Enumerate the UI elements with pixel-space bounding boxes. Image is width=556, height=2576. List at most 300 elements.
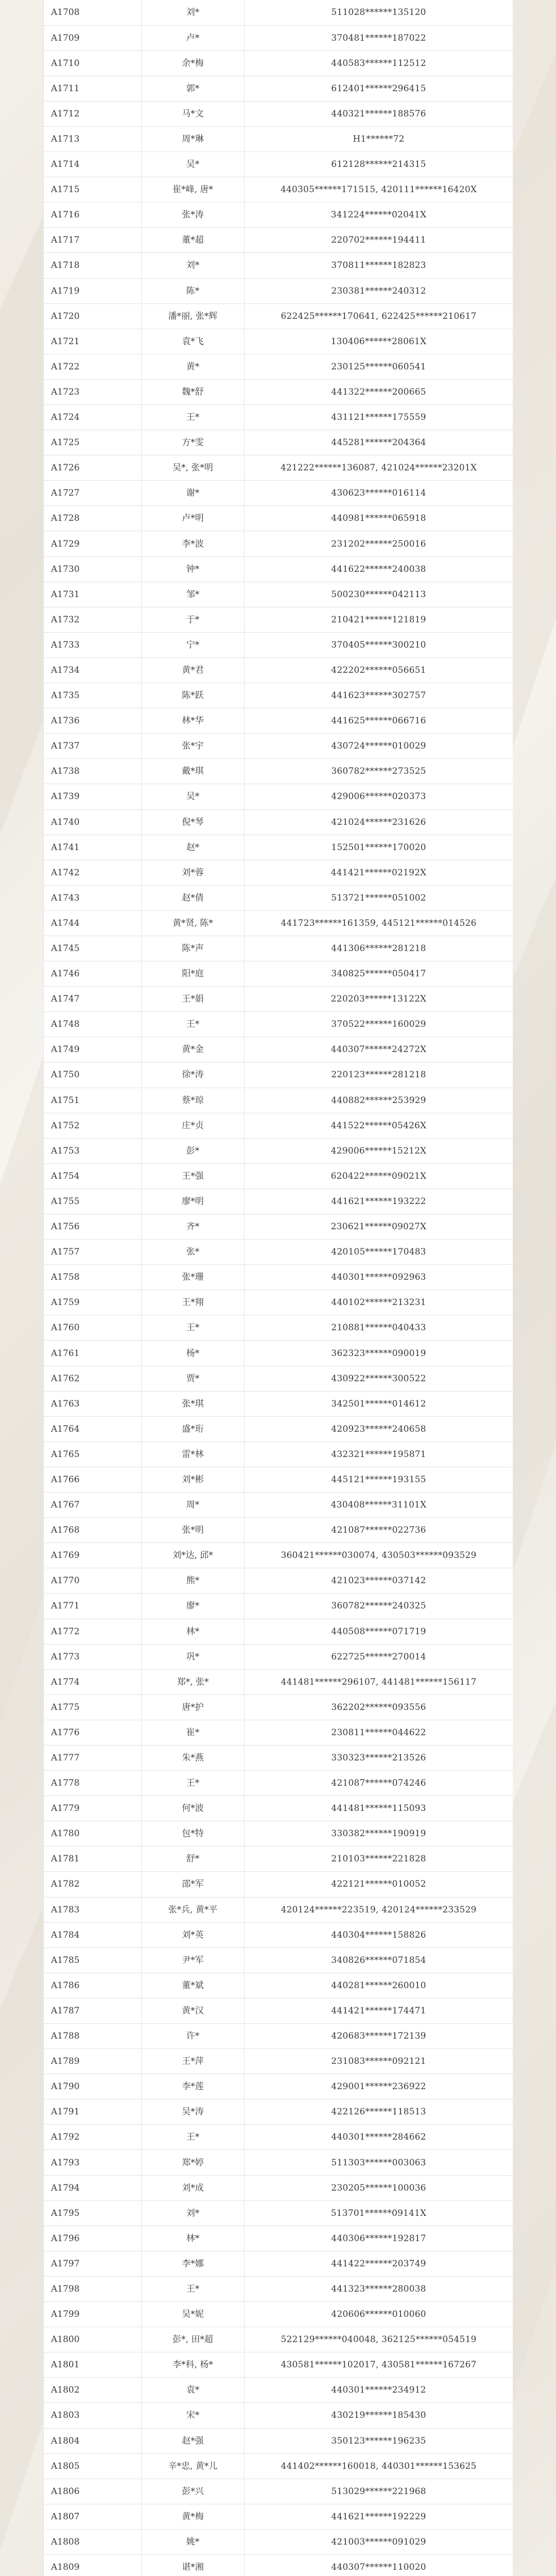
name-cell: 赵*倩 bbox=[142, 885, 245, 910]
id-card-cell: 441522******05426X bbox=[245, 1113, 513, 1138]
row-id-cell: A1712 bbox=[44, 101, 142, 126]
id-card-cell: 430219******185430 bbox=[245, 2403, 513, 2428]
table-row bbox=[44, 2453, 513, 2479]
row-id-cell: A1755 bbox=[44, 1189, 142, 1214]
id-card-cell: 620422******09021X bbox=[245, 1163, 513, 1189]
id-card-cell: 441402******160018, 440301******153625 bbox=[245, 2453, 513, 2479]
id-card-cell: 440306******192817 bbox=[245, 2226, 513, 2251]
id-card-cell: 441622******240038 bbox=[245, 556, 513, 582]
id-card-cell: 432321******195871 bbox=[245, 1442, 513, 1467]
table-row bbox=[44, 1240, 513, 1265]
table-row bbox=[44, 1467, 513, 1492]
id-card-cell: 511303******003063 bbox=[245, 2150, 513, 2175]
table-row bbox=[44, 1062, 513, 1088]
row-id-cell: A1769 bbox=[44, 1543, 142, 1568]
name-cell: 彭*兴 bbox=[142, 2479, 245, 2504]
id-card-cell: 420606******010060 bbox=[245, 2302, 513, 2327]
id-card-cell: 210881******040433 bbox=[245, 1315, 513, 1341]
name-cell: 方*雯 bbox=[142, 430, 245, 455]
row-id-cell: A1721 bbox=[44, 329, 142, 354]
table-row bbox=[44, 1138, 513, 1163]
name-cell: 熊* bbox=[142, 1568, 245, 1594]
row-id-cell: A1718 bbox=[44, 253, 142, 278]
row-id-cell: A1728 bbox=[44, 506, 142, 531]
table-row bbox=[44, 759, 513, 784]
table-row bbox=[44, 2529, 513, 2554]
id-card-cell: 441621******192229 bbox=[245, 2504, 513, 2529]
row-id-cell: A1723 bbox=[44, 379, 142, 404]
records-table-body bbox=[44, 0, 513, 2576]
row-id-cell: A1794 bbox=[44, 2175, 142, 2200]
row-id-cell: A1774 bbox=[44, 1669, 142, 1694]
table-row bbox=[44, 1442, 513, 1467]
name-cell: 黄* bbox=[142, 354, 245, 379]
name-cell: 盛*珩 bbox=[142, 1416, 245, 1442]
row-id-cell: A1751 bbox=[44, 1088, 142, 1113]
name-cell: 李*莲 bbox=[142, 2074, 245, 2099]
name-cell: 许* bbox=[142, 2024, 245, 2049]
row-id-cell: A1756 bbox=[44, 1214, 142, 1240]
id-card-cell: 340825******050417 bbox=[245, 961, 513, 987]
table-row bbox=[44, 1265, 513, 1290]
table-row bbox=[44, 303, 513, 329]
row-id-cell: A1741 bbox=[44, 835, 142, 860]
row-id-cell: A1779 bbox=[44, 1796, 142, 1821]
id-card-cell: 441625******066716 bbox=[245, 708, 513, 734]
table-row bbox=[44, 2200, 513, 2226]
id-card-cell: 441621******193222 bbox=[245, 1189, 513, 1214]
id-card-cell: 231202******250016 bbox=[245, 531, 513, 556]
id-card-cell: 440304******158826 bbox=[245, 1922, 513, 1947]
table-row bbox=[44, 632, 513, 657]
name-cell: 郑*, 张* bbox=[142, 1669, 245, 1694]
row-id-cell: A1754 bbox=[44, 1163, 142, 1189]
id-card-cell: 230125******060541 bbox=[245, 354, 513, 379]
table-row bbox=[44, 379, 513, 404]
table-row bbox=[44, 2049, 513, 2074]
name-cell: 黄*贤, 陈* bbox=[142, 910, 245, 936]
id-card-cell: 231083******092121 bbox=[245, 2049, 513, 2074]
name-cell: 卢*明 bbox=[142, 506, 245, 531]
id-card-cell: 422126******118513 bbox=[245, 2099, 513, 2125]
name-cell: 吴*妮 bbox=[142, 2302, 245, 2327]
row-id-cell: A1786 bbox=[44, 1973, 142, 1998]
name-cell: 姚* bbox=[142, 2529, 245, 2554]
table-row bbox=[44, 2554, 513, 2576]
id-card-cell: 230205******100036 bbox=[245, 2175, 513, 2200]
name-cell: 张*琪 bbox=[142, 1391, 245, 1416]
id-card-cell: 441322******200665 bbox=[245, 379, 513, 404]
name-cell: 王* bbox=[142, 1315, 245, 1341]
table-row bbox=[44, 784, 513, 809]
name-cell: 王*娟 bbox=[142, 987, 245, 1012]
name-cell: 赵*强 bbox=[142, 2428, 245, 2453]
table-row bbox=[44, 734, 513, 759]
table-row bbox=[44, 835, 513, 860]
id-card-cell: 350123******196235 bbox=[245, 2428, 513, 2453]
id-card-cell: 330382******190919 bbox=[245, 1821, 513, 1846]
id-card-cell: 420124******223519, 420124******233529 bbox=[245, 1897, 513, 1922]
table-row bbox=[44, 2504, 513, 2529]
table-row bbox=[44, 329, 513, 354]
name-cell: 辛*忠, 黄*儿 bbox=[142, 2453, 245, 2479]
id-card-cell: 440321******188576 bbox=[245, 101, 513, 126]
name-cell: 蔡*琼 bbox=[142, 1088, 245, 1113]
id-card-cell: 445281******204364 bbox=[245, 430, 513, 455]
row-id-cell: A1757 bbox=[44, 1240, 142, 1265]
name-cell: 陈* bbox=[142, 278, 245, 303]
table-row bbox=[44, 455, 513, 481]
row-id-cell: A1802 bbox=[44, 2378, 142, 2403]
row-id-cell: A1773 bbox=[44, 1644, 142, 1669]
table-row bbox=[44, 2125, 513, 2150]
table-row bbox=[44, 1998, 513, 2023]
row-id-cell: A1745 bbox=[44, 936, 142, 961]
name-cell: 郑*婷 bbox=[142, 2150, 245, 2175]
name-cell: 张*兵, 黄*平 bbox=[142, 1897, 245, 1922]
table-row bbox=[44, 1594, 513, 1619]
name-cell: 李*娜 bbox=[142, 2251, 245, 2276]
name-cell: 尹*军 bbox=[142, 1947, 245, 1973]
table-row bbox=[44, 354, 513, 379]
name-cell: 马*文 bbox=[142, 101, 245, 126]
table-row bbox=[44, 0, 513, 25]
row-id-cell: A1765 bbox=[44, 1442, 142, 1467]
name-cell: 林* bbox=[142, 2226, 245, 2251]
row-id-cell: A1743 bbox=[44, 885, 142, 910]
table-row bbox=[44, 607, 513, 632]
name-cell: 王*萍 bbox=[142, 2049, 245, 2074]
name-cell: 刘* bbox=[142, 2200, 245, 2226]
id-card-cell: H1******72 bbox=[245, 126, 513, 151]
id-card-cell: 441306******281218 bbox=[245, 936, 513, 961]
table-row bbox=[44, 481, 513, 506]
id-card-cell: 612401******296415 bbox=[245, 76, 513, 101]
row-id-cell: A1772 bbox=[44, 1619, 142, 1644]
name-cell: 庄*贞 bbox=[142, 1113, 245, 1138]
name-cell: 董*斌 bbox=[142, 1973, 245, 1998]
row-id-cell: A1807 bbox=[44, 2504, 142, 2529]
table-row bbox=[44, 809, 513, 835]
id-card-cell: 420683******172139 bbox=[245, 2024, 513, 2049]
id-card-cell: 441421******02192X bbox=[245, 860, 513, 885]
name-cell: 齐* bbox=[142, 1214, 245, 1240]
name-cell: 廖*明 bbox=[142, 1189, 245, 1214]
id-card-cell: 440301******284662 bbox=[245, 2125, 513, 2150]
table-row bbox=[44, 556, 513, 582]
name-cell: 朱*燕 bbox=[142, 1745, 245, 1770]
row-id-cell: A1711 bbox=[44, 76, 142, 101]
name-cell: 潘*丽, 张*辉 bbox=[142, 303, 245, 329]
row-id-cell: A1716 bbox=[44, 202, 142, 228]
id-card-cell: 370481******187022 bbox=[245, 25, 513, 50]
id-card-cell: 440508******071719 bbox=[245, 1619, 513, 1644]
id-card-cell: 429001******236922 bbox=[245, 2074, 513, 2099]
name-cell: 吴*, 张*明 bbox=[142, 455, 245, 481]
row-id-cell: A1767 bbox=[44, 1493, 142, 1518]
name-cell: 刘*英 bbox=[142, 1922, 245, 1947]
id-card-cell: 360782******240325 bbox=[245, 1594, 513, 1619]
id-card-cell: 522129******040048, 362125******054519 bbox=[245, 2327, 513, 2352]
id-card-cell: 612128******214315 bbox=[245, 152, 513, 177]
table-row bbox=[44, 1872, 513, 1897]
id-card-cell: 441422******203749 bbox=[245, 2251, 513, 2276]
name-cell: 郭* bbox=[142, 76, 245, 101]
table-row bbox=[44, 2074, 513, 2099]
table-row bbox=[44, 1290, 513, 1315]
name-cell: 陈*跃 bbox=[142, 683, 245, 708]
table-row bbox=[44, 1821, 513, 1846]
row-id-cell: A1761 bbox=[44, 1341, 142, 1366]
row-id-cell: A1752 bbox=[44, 1113, 142, 1138]
name-cell: 刘*彬 bbox=[142, 1467, 245, 1492]
table-row bbox=[44, 961, 513, 987]
row-id-cell: A1709 bbox=[44, 25, 142, 50]
id-card-cell: 220203******13122X bbox=[245, 987, 513, 1012]
row-id-cell: A1793 bbox=[44, 2150, 142, 2175]
name-cell: 钟* bbox=[142, 556, 245, 582]
table-row bbox=[44, 1037, 513, 1062]
name-cell: 周*琳 bbox=[142, 126, 245, 151]
id-card-cell: 440981******065918 bbox=[245, 506, 513, 531]
name-cell: 卢* bbox=[142, 25, 245, 50]
row-id-cell: A1730 bbox=[44, 556, 142, 582]
id-card-cell: 362323******090019 bbox=[245, 1341, 513, 1366]
row-id-cell: A1735 bbox=[44, 683, 142, 708]
table-row bbox=[44, 126, 513, 151]
table-row bbox=[44, 101, 513, 126]
table-row bbox=[44, 2175, 513, 2200]
name-cell: 崔* bbox=[142, 1720, 245, 1745]
table-row bbox=[44, 1669, 513, 1694]
row-id-cell: A1785 bbox=[44, 1947, 142, 1973]
id-card-cell: 340826******071854 bbox=[245, 1947, 513, 1973]
table-row bbox=[44, 1694, 513, 1720]
name-cell: 林*华 bbox=[142, 708, 245, 734]
id-card-cell: 430581******102017, 430581******167267 bbox=[245, 2352, 513, 2378]
id-card-cell: 511028******135120 bbox=[245, 0, 513, 25]
row-id-cell: A1804 bbox=[44, 2428, 142, 2453]
row-id-cell: A1739 bbox=[44, 784, 142, 809]
id-card-cell: 421087******074246 bbox=[245, 1771, 513, 1796]
table-row bbox=[44, 2251, 513, 2276]
row-id-cell: A1770 bbox=[44, 1568, 142, 1594]
table-row bbox=[44, 1947, 513, 1973]
table-row bbox=[44, 657, 513, 683]
name-cell: 邹* bbox=[142, 582, 245, 607]
id-card-cell: 230811******044622 bbox=[245, 1720, 513, 1745]
id-card-cell: 440882******253929 bbox=[245, 1088, 513, 1113]
id-card-cell: 441323******280038 bbox=[245, 2276, 513, 2301]
table-row bbox=[44, 936, 513, 961]
records-table bbox=[43, 0, 513, 2576]
row-id-cell: A1717 bbox=[44, 228, 142, 253]
table-row bbox=[44, 582, 513, 607]
row-id-cell: A1746 bbox=[44, 961, 142, 987]
row-id-cell: A1805 bbox=[44, 2453, 142, 2479]
name-cell: 刘*成 bbox=[142, 2175, 245, 2200]
name-cell: 赵* bbox=[142, 835, 245, 860]
row-id-cell: A1771 bbox=[44, 1594, 142, 1619]
table-row bbox=[44, 506, 513, 531]
id-card-cell: 429006******020373 bbox=[245, 784, 513, 809]
name-cell: 刘* bbox=[142, 0, 245, 25]
table-row bbox=[44, 2302, 513, 2327]
table-row bbox=[44, 50, 513, 76]
table-row bbox=[44, 76, 513, 101]
table-row bbox=[44, 430, 513, 455]
id-card-cell: 441723******161359, 445121******014526 bbox=[245, 910, 513, 936]
table-row bbox=[44, 2226, 513, 2251]
table-row bbox=[44, 1846, 513, 1872]
table-row bbox=[44, 1366, 513, 1391]
row-id-cell: A1780 bbox=[44, 1821, 142, 1846]
row-id-cell: A1777 bbox=[44, 1745, 142, 1770]
id-card-cell: 422121******010052 bbox=[245, 1872, 513, 1897]
name-cell: 阳*庭 bbox=[142, 961, 245, 987]
name-cell: 张*明 bbox=[142, 1518, 245, 1543]
row-id-cell: A1726 bbox=[44, 455, 142, 481]
row-id-cell: A1710 bbox=[44, 50, 142, 76]
id-card-cell: 360421******030074, 430503******093529 bbox=[245, 1543, 513, 1568]
name-cell: 张*珊 bbox=[142, 1265, 245, 1290]
name-cell: 巩* bbox=[142, 1644, 245, 1669]
id-card-cell: 440307******110020 bbox=[245, 2554, 513, 2576]
id-card-cell: 440102******213231 bbox=[245, 1290, 513, 1315]
row-id-cell: A1764 bbox=[44, 1416, 142, 1442]
name-cell: 董*超 bbox=[142, 228, 245, 253]
table-row bbox=[44, 1720, 513, 1745]
row-id-cell: A1796 bbox=[44, 2226, 142, 2251]
row-id-cell: A1708 bbox=[44, 0, 142, 25]
table-row bbox=[44, 2378, 513, 2403]
table-row bbox=[44, 1745, 513, 1770]
row-id-cell: A1713 bbox=[44, 126, 142, 151]
id-card-cell: 440281******260010 bbox=[245, 1973, 513, 1998]
table-row bbox=[44, 1897, 513, 1922]
records-sheet bbox=[43, 0, 513, 2576]
table-row bbox=[44, 987, 513, 1012]
row-id-cell: A1799 bbox=[44, 2302, 142, 2327]
id-card-cell: 370811******182823 bbox=[245, 253, 513, 278]
name-cell: 袁* bbox=[142, 2378, 245, 2403]
name-cell: 刘*达, 邱* bbox=[142, 1543, 245, 1568]
row-id-cell: A1766 bbox=[44, 1467, 142, 1492]
row-id-cell: A1736 bbox=[44, 708, 142, 734]
id-card-cell: 441481******296107, 441481******156117 bbox=[245, 1669, 513, 1694]
table-row bbox=[44, 1644, 513, 1669]
row-id-cell: A1753 bbox=[44, 1138, 142, 1163]
table-row bbox=[44, 1189, 513, 1214]
name-cell: 李*科, 杨* bbox=[142, 2352, 245, 2378]
row-id-cell: A1788 bbox=[44, 2024, 142, 2049]
id-card-cell: 441481******115093 bbox=[245, 1796, 513, 1821]
name-cell: 宁* bbox=[142, 632, 245, 657]
name-cell: 周* bbox=[142, 1493, 245, 1518]
name-cell: 吴* bbox=[142, 152, 245, 177]
id-card-cell: 622425******170641, 622425******210617 bbox=[245, 303, 513, 329]
row-id-cell: A1748 bbox=[44, 1012, 142, 1037]
row-id-cell: A1737 bbox=[44, 734, 142, 759]
name-cell: 张*涛 bbox=[142, 202, 245, 228]
id-card-cell: 445121******193155 bbox=[245, 1467, 513, 1492]
row-id-cell: A1732 bbox=[44, 607, 142, 632]
id-card-cell: 220702******194411 bbox=[245, 228, 513, 253]
name-cell: 吴*涛 bbox=[142, 2099, 245, 2125]
row-id-cell: A1750 bbox=[44, 1062, 142, 1088]
row-id-cell: A1720 bbox=[44, 303, 142, 329]
table-row bbox=[44, 1973, 513, 1998]
row-id-cell: A1809 bbox=[44, 2554, 142, 2576]
id-card-cell: 513701******09141X bbox=[245, 2200, 513, 2226]
name-cell: 王* bbox=[142, 1771, 245, 1796]
id-card-cell: 420923******240658 bbox=[245, 1416, 513, 1442]
table-row bbox=[44, 202, 513, 228]
name-cell: 舒* bbox=[142, 1846, 245, 1872]
row-id-cell: A1776 bbox=[44, 1720, 142, 1745]
table-row bbox=[44, 1315, 513, 1341]
id-card-cell: 500230******042113 bbox=[245, 582, 513, 607]
name-cell: 张*宇 bbox=[142, 734, 245, 759]
name-cell: 余*梅 bbox=[142, 50, 245, 76]
id-card-cell: 420105******170483 bbox=[245, 1240, 513, 1265]
row-id-cell: A1792 bbox=[44, 2125, 142, 2150]
row-id-cell: A1803 bbox=[44, 2403, 142, 2428]
id-card-cell: 130406******28061X bbox=[245, 329, 513, 354]
table-row bbox=[44, 1163, 513, 1189]
table-row bbox=[44, 228, 513, 253]
id-card-cell: 421003******091029 bbox=[245, 2529, 513, 2554]
name-cell: 唐*护 bbox=[142, 1694, 245, 1720]
table-row bbox=[44, 253, 513, 278]
row-id-cell: A1749 bbox=[44, 1037, 142, 1062]
row-id-cell: A1791 bbox=[44, 2099, 142, 2125]
id-card-cell: 421222******136087, 421024******23201X bbox=[245, 455, 513, 481]
row-id-cell: A1747 bbox=[44, 987, 142, 1012]
name-cell: 王*强 bbox=[142, 1163, 245, 1189]
row-id-cell: A1781 bbox=[44, 1846, 142, 1872]
row-id-cell: A1795 bbox=[44, 2200, 142, 2226]
name-cell: 刘* bbox=[142, 253, 245, 278]
row-id-cell: A1722 bbox=[44, 354, 142, 379]
table-row bbox=[44, 1416, 513, 1442]
id-card-cell: 370522******160029 bbox=[245, 1012, 513, 1037]
id-card-cell: 430408******31101X bbox=[245, 1493, 513, 1518]
id-card-cell: 341224******02041X bbox=[245, 202, 513, 228]
name-cell: 何*波 bbox=[142, 1796, 245, 1821]
name-cell: 吴* bbox=[142, 784, 245, 809]
row-id-cell: A1782 bbox=[44, 1872, 142, 1897]
row-id-cell: A1759 bbox=[44, 1290, 142, 1315]
row-id-cell: A1744 bbox=[44, 910, 142, 936]
row-id-cell: A1734 bbox=[44, 657, 142, 683]
row-id-cell: A1760 bbox=[44, 1315, 142, 1341]
name-cell: 李*波 bbox=[142, 531, 245, 556]
id-card-cell: 210103******221828 bbox=[245, 1846, 513, 1872]
name-cell: 王* bbox=[142, 2276, 245, 2301]
row-id-cell: A1790 bbox=[44, 2074, 142, 2099]
table-row bbox=[44, 2276, 513, 2301]
name-cell: 倪*琴 bbox=[142, 809, 245, 835]
table-row bbox=[44, 910, 513, 936]
row-id-cell: A1775 bbox=[44, 1694, 142, 1720]
row-id-cell: A1768 bbox=[44, 1518, 142, 1543]
row-id-cell: A1762 bbox=[44, 1366, 142, 1391]
row-id-cell: A1808 bbox=[44, 2529, 142, 2554]
row-id-cell: A1740 bbox=[44, 809, 142, 835]
name-cell: 崔*峰, 唐* bbox=[142, 177, 245, 202]
table-row bbox=[44, 25, 513, 50]
